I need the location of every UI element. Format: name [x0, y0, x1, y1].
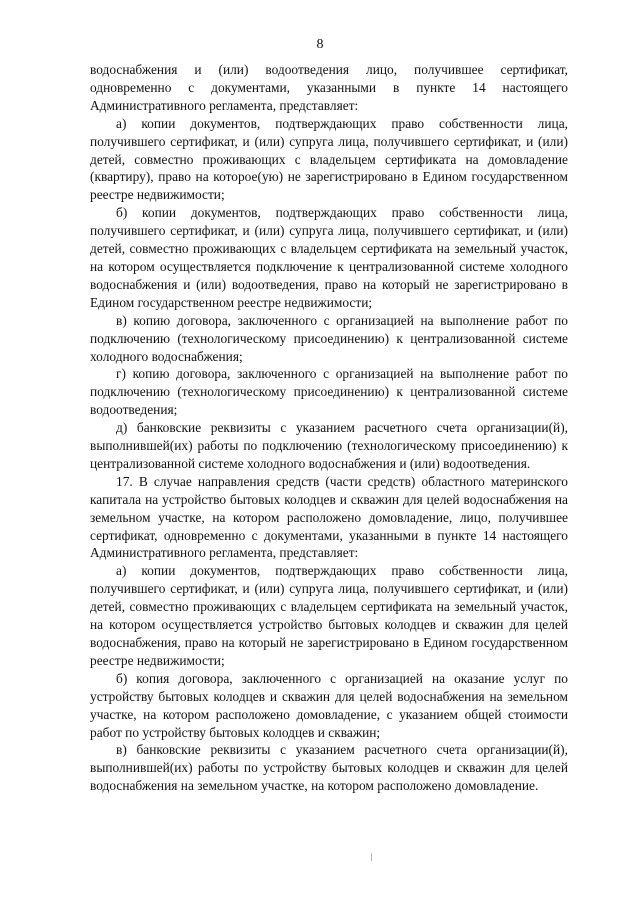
paragraph-item-d-bank-details: д) банковские реквизиты с указанием расчетного счета организации(й), выполнившей(их) работы по подключению (технологическому присоединению) к централизованной системе холодного водоснабжения и (или) водоотведения. [90, 420, 568, 471]
paragraph-item-b-land: б) копии документов, подтверждающих право собственности лица, получившего сертификат, и (или) супруга лица, получившего сертификат, и (или) детей, совместно проживающих с владельцем сертификата на земельный участок, на котором осуществляется подключение к централизованной системе холодного водоснабжения и (или) водоотведения, право на который не зарегистрировано в Едином государственном реестре недвижимости; [90, 205, 568, 310]
paragraph-item-g-drainage-contract: г) копию договора, заключенного с организацией на выполнение работ по подключению (технологическому присоединению) к централизованной системе водоотведения; [90, 366, 568, 418]
document-body [90, 61, 568, 795]
paragraph-17-item-b: б) копия договора, заключенного с организацией на оказание услуг по устройству бытовых колодцев и скважин для целей водоснабжения на земельном участке, на котором расположено домовладение, с указанием общей стоимости работ по устройству бытовых колодцев и скважин; [90, 670, 568, 740]
paragraph-item-v-water-contract: в) копию договора, заключенного с организацией на выполнение работ по подключению (технологическому присоединению) к централизованной системе холодного водоснабжения; [90, 312, 568, 364]
paragraph-continuation: водоснабжения и (или) водоотведения лицо, получившее сертификат, одновременно с документами, указанными в пункте 14 настоящего Административного регламента, представляет: [90, 62, 568, 113]
paragraph-clause-17: 17. В случае направления средств (части средств) областного материнского капитала на устройство бытовых колодцев и скважин для целей водоснабжения на земельном участке, на котором расположено домовладение, лицо, получившее сертификат, одновременно с документами, указанными в пункте 14 настоящего Административного регламента, представляет: [90, 473, 568, 561]
scan-mark [371, 853, 372, 861]
page-number: 8 [316, 37, 324, 52]
paragraph-17-item-a: а) копии документов, подтверждающих право собственности лица, получившего сертификат, и (или) супруга лица, получившего сертификат, и (или) детей, совместно проживающих с владельцем сертификата на земельный участок, на котором осуществляется устройство бытовых колодцев и скважин для целей водоснабжения, право на который не зарегистрировано в Едином государственном реестре недвижимости; [90, 563, 568, 668]
paragraph-item-a-house: а) копии документов, подтверждающих право собственности лица, получившего сертификат, и (или) супруга лица, получившего сертификат, и (или) детей, совместно проживающих с владельцем сертификата на домовладение (квартиру), право на которое(ую) не зарегистрировано в Едином государственном реестре недвижимости; [90, 115, 568, 203]
paragraph-17-item-v: в) банковские реквизиты с указанием расчетного счета организации(й), выполнившей(их) работы по устройству бытовых колодцев и скважин для целей водоснабжения на земельном участке, на котором расположено домовладение. [90, 742, 568, 794]
